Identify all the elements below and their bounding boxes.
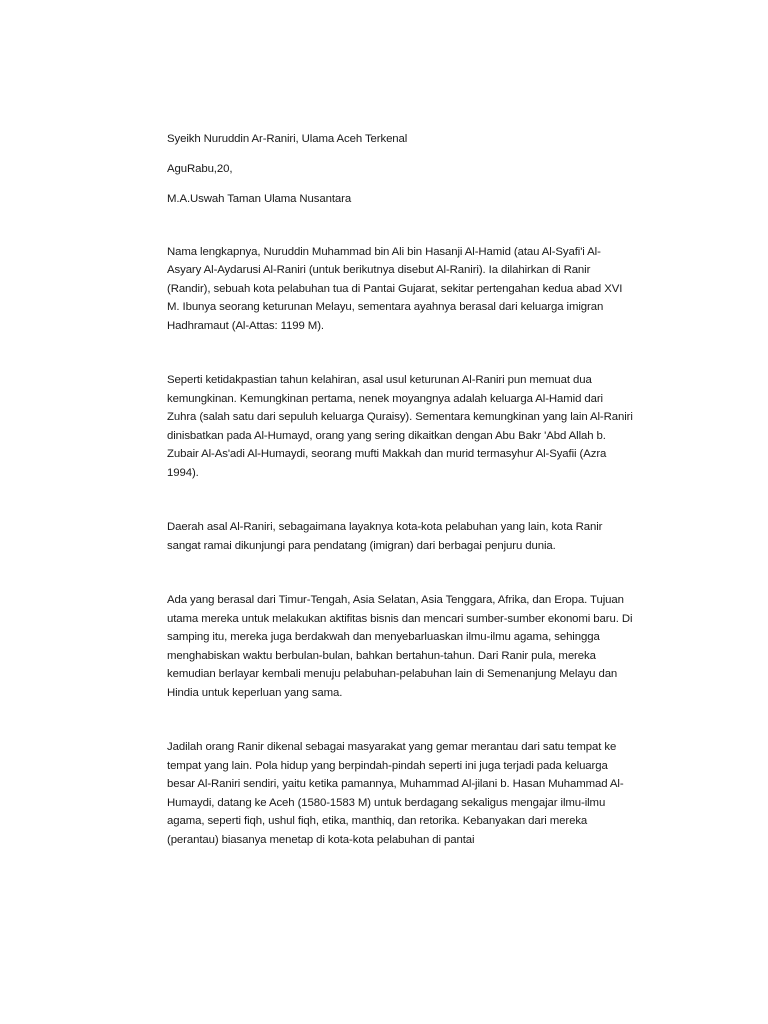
paragraph: Jadilah orang Ranir dikenal sebagai masyarakat yang gemar merantau dari satu tempat ke tempat yang lain. Pola hidup yang berpindah-pindah seperti ini juga terjadi pada keluarga besar Al-Raniri sendiri, yaitu ketika pamannya, Muhammad Al-jilani b. Hasan Muhammad Al-Humaydi, datang ke Aceh (1580-1583 M) untuk berdagang sekaligus mengajar ilmu-ilmu agama, seperti fiqh, ushul fiqh, etika, manthiq, dan retorika. Kebanyakan dari mereka (perantau) biasanya menetap di kota-kota pelabuhan di pantai [167,741,624,846]
paragraph: Daerah asal Al-Raniri, sebagaimana layaknya kota-kota pelabuhan yang lain, kota Ranir sangat ramai dikunjungi para pendatang (imigran) dari berbagai penjuru dunia. [167,521,603,552]
article-title: Syeikh Nuruddin Ar-Raniri, Ulama Aceh Terkenal [167,133,408,145]
paragraph: Ada yang berasal dari Timur-Tengah, Asia Selatan, Asia Tenggara, Afrika, dan Eropa. Tujuan utama mereka untuk melakukan aktifitas bisnis dan mencari sumber-sumber ekonomi baru. Di samping itu, mereka juga berdakwah dan menyebarluaskan ilmu-ilmu agama, sehingga menghabiskan waktu berbulan-bulan, bahkan bertahun-tahun. Dari Ranir pula, mereka kemudian berlayar kembali menuju pelabuhan-pelabuhan lain di Semenanjung Melayu dan Hindia untuk keperluan yang sama. [167,594,633,699]
document-page [167,130,633,849]
article-source: M.A.Uswah Taman Ulama Nusantara [167,193,352,205]
paragraph: Nama lengkapnya, Nuruddin Muhammad bin Ali bin Hasanji Al-Hamid (atau Al-Syafi'i Al-Asyary Al-Aydarusi Al-Raniri (untuk berikutnya disebut Al-Raniri). Ia dilahirkan di Ranir (Randir), sebuah kota pelabuhan tua di Pantai Gujarat, sekitar pertengahan kedua abad XVI M. Ibunya seorang keturunan Melayu, sementara ayahnya berasal dari keluarga imigran Hadhramaut (Al-Attas: 1199 M). [167,245,623,332]
article-date: AguRabu,20, [167,163,233,175]
paragraph: Seperti ketidakpastian tahun kelahiran, asal usul keturunan Al-Raniri pun memuat dua kemungkinan. Kemungkinan pertama, nenek moyangnya adalah keluarga Al-Hamid dari Zuhra (salah satu dari sepuluh keluarga Quraisy). Sementara kemungkinan yang lain Al-Raniri dinisbatkan pada Al-Humayd, orang yang sering dikaitkan dengan Abu Bakr 'Abd Allah b. Zubair Al-As'adi Al-Humaydi, seorang mufti Makkah dan murid termasyhur Al-Syafii (Azra 1994). [167,374,633,479]
